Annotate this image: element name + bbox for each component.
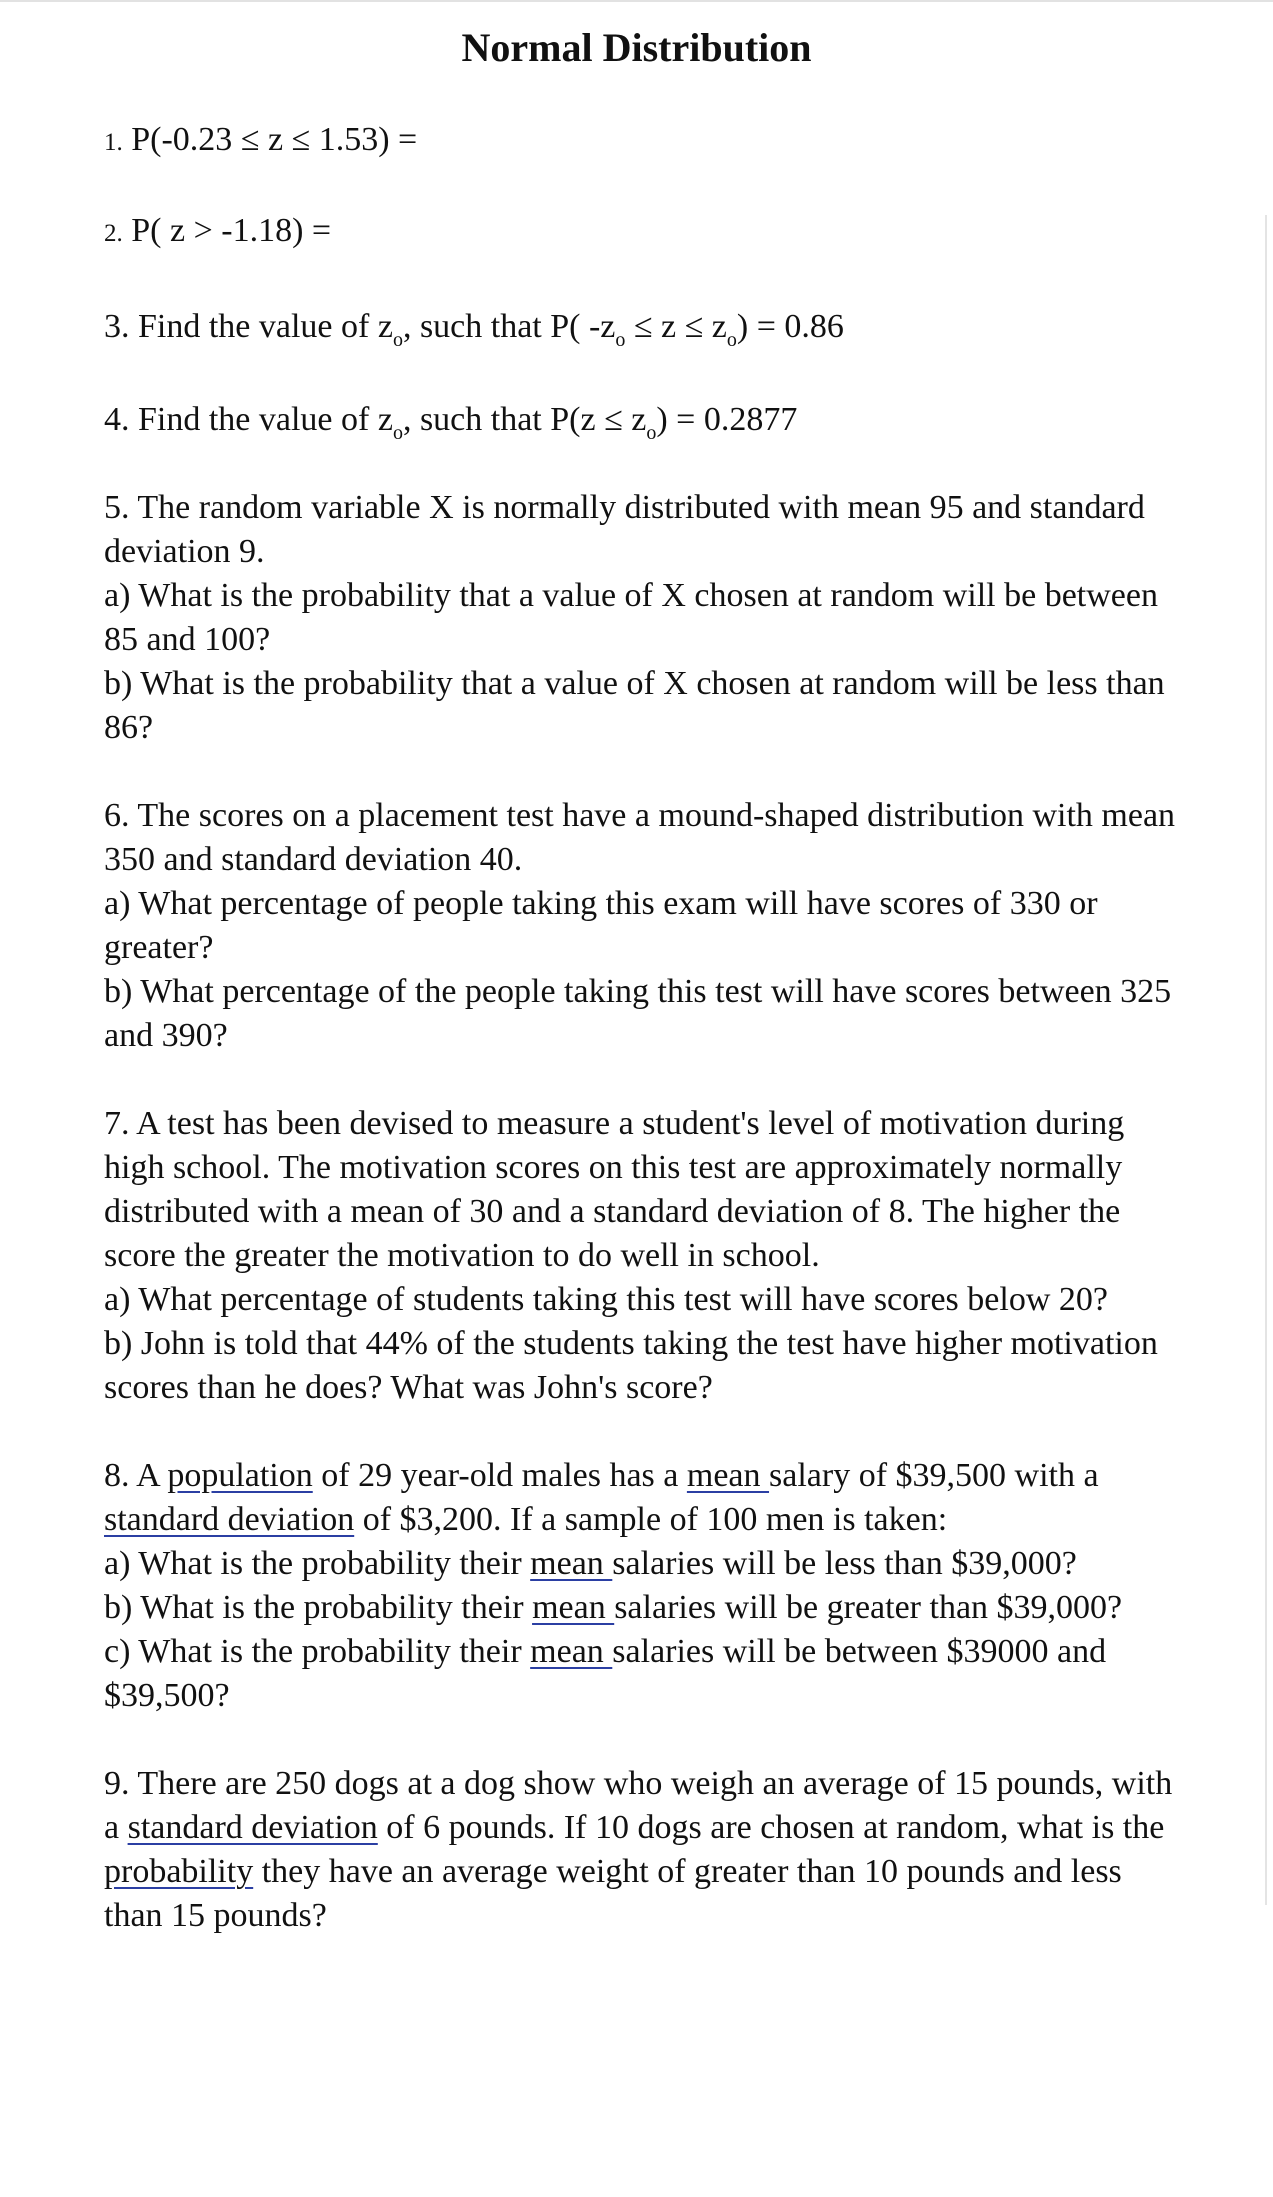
question-part-c [104, 1630, 1184, 1718]
question-part-a: a) What is the probability that a value of X chosen at random will be between 85 and 100? [104, 577, 1158, 658]
question-6 [104, 794, 1184, 1058]
question-text-part: 4. Find the value of z [104, 401, 393, 438]
question-5 [104, 486, 1184, 750]
question-number: 1. [104, 129, 123, 156]
question-text-part: ≤ z ≤ z [625, 308, 727, 345]
probability-link[interactable]: probability [104, 1853, 254, 1890]
question-3 [104, 305, 1184, 349]
question-text-part: ) = 0.86 [736, 308, 844, 345]
subscript: o [392, 422, 403, 444]
question-1 [104, 118, 1184, 165]
question-4 [104, 398, 1184, 442]
text-run: of 6 pounds. If 10 dogs are chosen at random, what is the [377, 1809, 1165, 1846]
page-title: Normal Distribution [461, 25, 812, 70]
subscript: o [646, 422, 657, 444]
mean-link[interactable]: mean [530, 1633, 613, 1670]
question-text: P(-0.23 ≤ z ≤ 1.53) = [131, 121, 418, 158]
text-run: of $3,200. If a sample of 100 men is taken: [354, 1501, 948, 1538]
text-run: 8. A [104, 1457, 168, 1494]
text-run: a) What is the probability their [104, 1545, 531, 1582]
question-stem [104, 1454, 1184, 1542]
text-run: b) What is the probability their [104, 1589, 533, 1626]
question-text-part: , such that P(z ≤ z [402, 401, 647, 438]
text-run: c) What is the probability their [104, 1633, 531, 1670]
subscript: o [392, 329, 403, 351]
question-text: P( z > -1.18) = [131, 212, 332, 249]
text-run: they have an average weight of greater than 10 pounds and less than 15 pounds? [104, 1853, 1122, 1934]
question-2 [104, 209, 1184, 256]
question-text-part: , such that P( -z [402, 308, 616, 345]
question-text-part: 3. Find the value of z [104, 308, 393, 345]
question-part-b: b) What is the probability that a value of X chosen at random will be less than 86? [104, 665, 1165, 746]
scrollbar-track[interactable] [1265, 215, 1267, 1905]
text-run: 9. There are 250 dogs at a dog show who weigh an average of 15 pounds, with a [104, 1765, 1173, 1846]
question-part-a: a) What percentage of people taking this exam will have scores of 330 or greater? [104, 885, 1098, 966]
question-part-b: b) John is told that 44% of the students taking the test have higher motivation scores than he does? What was John's score? [104, 1325, 1158, 1406]
standard-deviation-link[interactable]: standard deviation [104, 1501, 355, 1538]
top-divider [0, 0, 1273, 2]
population-link[interactable]: population [167, 1457, 313, 1494]
question-part-b: b) What percentage of the people taking this test will have scores between 325 and 390? [104, 973, 1172, 1054]
subscript: o [726, 329, 737, 351]
question-9 [104, 1762, 1184, 1938]
text-run: salary of $39,500 with a [769, 1457, 1099, 1494]
question-stem: 6. The scores on a placement test have a mound-shaped distribution with mean 350 and standard deviation 40. [104, 797, 1176, 878]
question-number: 2. [104, 220, 123, 247]
text-run: salaries will be greater than $39,000? [614, 1589, 1123, 1626]
question-part-a: a) What percentage of students taking this test will have scores below 20? [104, 1281, 1108, 1318]
mean-link[interactable]: mean [532, 1589, 615, 1626]
question-part-a [104, 1542, 1184, 1586]
standard-deviation-link[interactable]: standard deviation [127, 1809, 378, 1846]
question-stem: 7. A test has been devised to measure a student's level of motivation during high school. The motivation scores on this test are approximately normally distributed with a mean of 30 and a standard deviation of 8. The higher the score the greater the motivation to do well in school. [104, 1105, 1125, 1274]
question-part-b [104, 1586, 1184, 1630]
text-run: of 29 year-old males has a [312, 1457, 687, 1494]
mean-link[interactable]: mean [686, 1457, 770, 1494]
text-run: salaries will be between $39000 and $39,500? [104, 1633, 1107, 1714]
mean-link[interactable]: mean [530, 1545, 613, 1582]
question-text-part: ) = 0.2877 [656, 401, 798, 438]
subscript: o [615, 329, 626, 351]
worksheet-body [104, 118, 1184, 1938]
question-stem: 5. The random variable X is normally distributed with mean 95 and standard deviation 9. [104, 489, 1145, 570]
question-7 [104, 1102, 1184, 1410]
text-run: salaries will be less than $39,000? [612, 1545, 1077, 1582]
question-8 [104, 1454, 1184, 1718]
